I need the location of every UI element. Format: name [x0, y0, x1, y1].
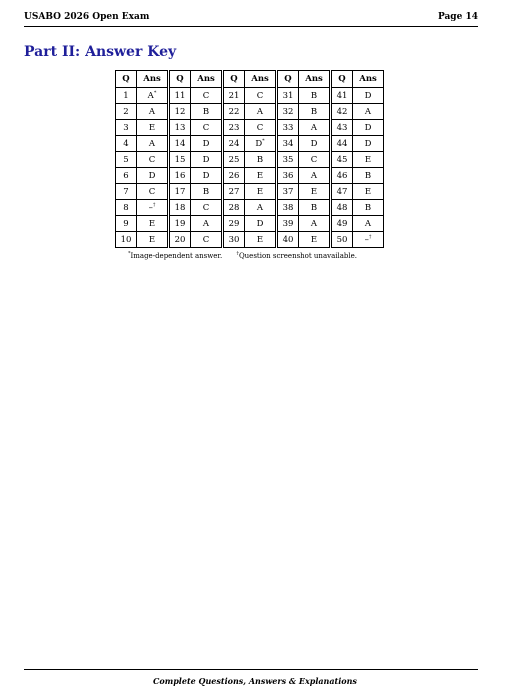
answer-letter: A: [256, 202, 264, 213]
table-row: [116, 120, 384, 136]
question-number: 9: [116, 216, 137, 232]
ans-header: Ans: [137, 71, 169, 88]
answer-cell: [191, 200, 223, 216]
answer-letter: A: [310, 122, 318, 133]
table-row: [116, 104, 384, 120]
answer-cell: [191, 88, 223, 104]
page-footer: Complete Questions, Answers & Explanations: [153, 676, 357, 686]
answer-letter: D: [202, 170, 210, 181]
answer-cell: [299, 104, 331, 120]
question-number: 50: [331, 232, 353, 248]
answer-key-table: [115, 70, 384, 248]
answer-cell: [191, 184, 223, 200]
question-number: 27: [223, 184, 245, 200]
q-header: Q: [277, 71, 299, 88]
answer-cell: [299, 88, 331, 104]
answer-cell: [137, 216, 169, 232]
answer-cell: [245, 152, 277, 168]
answer-letter: E: [148, 218, 156, 229]
answer-cell: [245, 120, 277, 136]
answer-cell: [191, 216, 223, 232]
answer-letter: D: [202, 154, 210, 165]
answer-letter: E: [364, 186, 372, 197]
answer-footnote-mark: *: [153, 89, 157, 96]
question-number: 7: [116, 184, 137, 200]
question-number: 8: [116, 200, 137, 216]
question-number: 17: [169, 184, 191, 200]
answer-letter: D: [148, 170, 156, 181]
answer-cell: [245, 88, 277, 104]
answer-footnote-mark: †: [368, 233, 372, 240]
question-number: 6: [116, 168, 137, 184]
table-row: [116, 168, 384, 184]
page-number: Page 14: [437, 12, 478, 22]
answer-key-header-row: [116, 71, 384, 88]
question-number: 43: [331, 120, 353, 136]
answer-cell: [299, 216, 331, 232]
question-number: 42: [331, 104, 353, 120]
answer-cell: [137, 120, 169, 136]
answer-cell: [299, 136, 331, 152]
ans-header: Ans: [299, 71, 331, 88]
question-number: 1: [116, 88, 137, 104]
question-number: 26: [223, 168, 245, 184]
answer-letter: C: [202, 234, 210, 245]
question-number: 10: [116, 232, 137, 248]
exam-title: USABO 2026 Open Exam: [24, 12, 150, 22]
answer-letter: A: [364, 218, 372, 229]
ans-header: Ans: [191, 71, 223, 88]
footnote: [128, 252, 357, 260]
question-number: 33: [277, 120, 299, 136]
footer-rule: [24, 669, 478, 670]
answer-cell: [137, 168, 169, 184]
answer-cell: [191, 232, 223, 248]
answer-cell: [299, 168, 331, 184]
question-number: 18: [169, 200, 191, 216]
answer-cell: [353, 184, 384, 200]
answer-letter: C: [202, 90, 210, 101]
question-number: 20: [169, 232, 191, 248]
answer-letter: D: [364, 90, 372, 101]
answer-cell: [137, 200, 169, 216]
footnote-screenshot-unavailable: †Question screenshot unavailable.: [236, 250, 357, 260]
answer-letter: C: [256, 122, 264, 133]
q-header: Q: [223, 71, 245, 88]
question-number: 35: [277, 152, 299, 168]
ans-header: Ans: [245, 71, 277, 88]
question-number: 48: [331, 200, 353, 216]
q-header: Q: [116, 71, 137, 88]
answer-cell: [299, 152, 331, 168]
answer-cell: [353, 88, 384, 104]
answer-letter: A: [148, 138, 156, 149]
answer-cell: [137, 152, 169, 168]
table-row: [116, 152, 384, 168]
table-row: [116, 136, 384, 152]
footnote-image-dependent: *Image-dependent answer.: [128, 250, 223, 260]
answer-letter: C: [148, 186, 156, 197]
question-number: 45: [331, 152, 353, 168]
answer-letter: E: [364, 154, 372, 165]
question-number: 24: [223, 136, 245, 152]
question-number: 44: [331, 136, 353, 152]
answer-letter: E: [310, 234, 318, 245]
answer-cell: [191, 120, 223, 136]
answer-letter: E: [256, 186, 264, 197]
answer-letter: B: [310, 90, 318, 101]
answer-cell: [191, 136, 223, 152]
answer-cell: [191, 152, 223, 168]
question-number: 25: [223, 152, 245, 168]
answer-cell: [137, 104, 169, 120]
question-number: 21: [223, 88, 245, 104]
question-number: 23: [223, 120, 245, 136]
question-number: 13: [169, 120, 191, 136]
answer-letter: E: [148, 234, 156, 245]
answer-letter: E: [310, 186, 318, 197]
answer-cell: [299, 232, 331, 248]
question-number: 15: [169, 152, 191, 168]
answer-letter: B: [310, 106, 318, 117]
q-header: Q: [331, 71, 353, 88]
page-header: [24, 10, 478, 27]
question-number: 32: [277, 104, 299, 120]
answer-letter: B: [202, 106, 210, 117]
answer-letter: B: [202, 186, 210, 197]
table-row: [116, 216, 384, 232]
answer-letter: D: [256, 218, 264, 229]
part-title: Part II: Answer Key: [24, 44, 177, 60]
answer-letter: A: [147, 90, 154, 101]
answer-letter: E: [148, 122, 156, 133]
answer-letter: A: [148, 106, 156, 117]
table-row: [116, 184, 384, 200]
answer-cell: [245, 184, 277, 200]
question-number: 47: [331, 184, 353, 200]
question-number: 14: [169, 136, 191, 152]
question-number: 31: [277, 88, 299, 104]
answer-letter: E: [256, 234, 264, 245]
ans-header: Ans: [353, 71, 384, 88]
question-number: 36: [277, 168, 299, 184]
answer-cell: [191, 104, 223, 120]
answer-cell: [353, 200, 384, 216]
answer-footnote-mark: †: [152, 201, 156, 208]
answer-cell: [353, 104, 384, 120]
question-number: 16: [169, 168, 191, 184]
answer-cell: [245, 136, 277, 152]
answer-cell: [245, 232, 277, 248]
table-row: [116, 232, 384, 248]
question-number: 39: [277, 216, 299, 232]
question-number: 37: [277, 184, 299, 200]
answer-letter: A: [310, 218, 318, 229]
answer-letter: E: [256, 170, 264, 181]
answer-footnote-mark: *: [262, 137, 265, 144]
question-number: 30: [223, 232, 245, 248]
answer-cell: [137, 88, 169, 104]
answer-cell: [353, 120, 384, 136]
answer-cell: [353, 136, 384, 152]
question-number: 2: [116, 104, 137, 120]
question-number: 12: [169, 104, 191, 120]
answer-letter: C: [148, 154, 156, 165]
answer-cell: [245, 168, 277, 184]
question-number: 34: [277, 136, 299, 152]
question-number: 46: [331, 168, 353, 184]
answer-cell: [299, 184, 331, 200]
answer-letter: –: [148, 202, 153, 213]
answer-cell: [191, 168, 223, 184]
answer-cell: [353, 216, 384, 232]
answer-cell: [353, 232, 384, 248]
answer-cell: [245, 216, 277, 232]
answer-letter: B: [310, 202, 318, 213]
question-number: 3: [116, 120, 137, 136]
question-number: 5: [116, 152, 137, 168]
answer-letter: B: [256, 154, 264, 165]
answer-letter: D: [202, 138, 210, 149]
answer-letter: B: [364, 170, 372, 181]
answer-letter: A: [256, 106, 264, 117]
question-number: 22: [223, 104, 245, 120]
answer-cell: [245, 104, 277, 120]
answer-letter: C: [202, 202, 210, 213]
answer-letter: A: [310, 170, 318, 181]
answer-letter: A: [202, 218, 210, 229]
answer-letter: D: [310, 138, 318, 149]
answer-letter: A: [364, 106, 372, 117]
answer-cell: [137, 136, 169, 152]
answer-cell: [137, 184, 169, 200]
answer-letter: –: [364, 234, 369, 245]
question-number: 19: [169, 216, 191, 232]
answer-cell: [353, 168, 384, 184]
answer-cell: [245, 200, 277, 216]
question-number: 28: [223, 200, 245, 216]
table-row: [116, 88, 384, 104]
q-header: Q: [169, 71, 191, 88]
answer-letter: D: [255, 138, 263, 149]
table-row: [116, 200, 384, 216]
answer-letter: D: [364, 138, 372, 149]
question-number: 11: [169, 88, 191, 104]
answer-cell: [299, 200, 331, 216]
question-number: 40: [277, 232, 299, 248]
answer-letter: B: [364, 202, 372, 213]
question-number: 49: [331, 216, 353, 232]
question-number: 4: [116, 136, 137, 152]
answer-cell: [353, 152, 384, 168]
answer-letter: C: [256, 90, 264, 101]
answer-cell: [299, 120, 331, 136]
question-number: 29: [223, 216, 245, 232]
answer-letter: C: [202, 122, 210, 133]
answer-letter: D: [364, 122, 372, 133]
question-number: 41: [331, 88, 353, 104]
question-number: 38: [277, 200, 299, 216]
answer-cell: [137, 232, 169, 248]
answer-letter: C: [310, 154, 318, 165]
